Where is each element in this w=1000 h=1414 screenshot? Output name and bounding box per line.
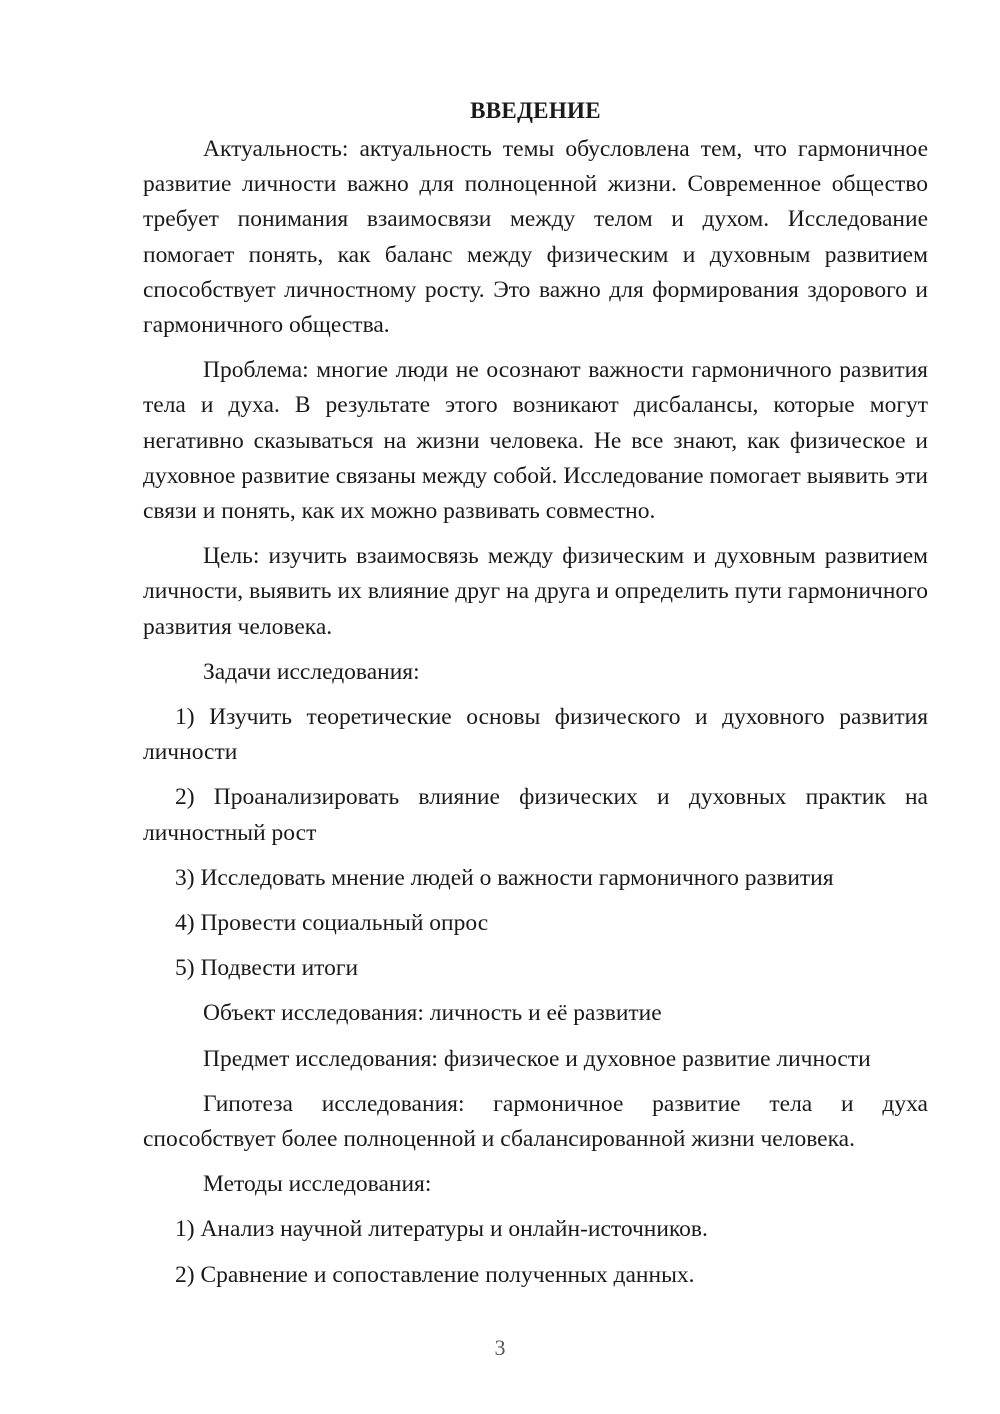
task-item-4: 4) Провести социальный опрос — [175, 910, 489, 937]
tasks-heading: Задачи исследования: — [203, 658, 420, 685]
research-subject: Предмет исследования: физическое и духовное развитие личности — [203, 1045, 871, 1072]
task-item-5: 5) Подвести итоги — [175, 955, 359, 982]
task-item-3: 3) Исследовать мнение людей о важности гармоничного развития — [175, 864, 834, 891]
page-number: 3 — [494, 1335, 506, 1360]
methods-heading: Методы исследования: — [203, 1171, 432, 1198]
hypothesis-paragraph: Гипотеза исследования: гармоничное развитие тела и духа способствует более полноценной и сбалансированной жизни человека. — [143, 1090, 928, 1153]
page-content — [143, 96, 928, 1303]
relevance-paragraph: Актуальность: актуальность темы обусловлена тем, что гармоничное развитие личности важно для полноценной жизни. Современное общество требует понимания взаимосвязи между телом и духом. Исследование помогает понять, как баланс между физическим и духовным развитием способствует личностному росту. Это важно для формирования здорового и гармоничного общества. — [143, 136, 928, 339]
task-item-1: 1) Изучить теоретические основы физического и духовного развития личности — [143, 704, 928, 766]
problem-paragraph: Проблема: многие люди не осознают важности гармоничного развития тела и духа. В результате этого возникают дисбалансы, которые могут негативно сказываться на жизни человека. Не все знают, как физическое и духовное развитие связаны между собой. Исследование помогает выявить эти связи и понять, как их можно развивать совместно. — [143, 357, 928, 525]
section-title: ВВЕДЕНИЕ — [470, 98, 601, 123]
method-item-1: 1) Анализ научной литературы и онлайн-источников. — [175, 1216, 708, 1243]
goal-paragraph: Цель: изучить взаимосвязь между физическим и духовным развитием личности, выявить их влияние друг на друга и определить пути гармоничного развития человека. — [143, 543, 928, 640]
research-object: Объект исследования: личность и её развитие — [203, 1000, 662, 1027]
method-item-2: 2) Сравнение и сопоставление полученных данных. — [175, 1261, 695, 1288]
task-item-2: 2) Проанализировать влияние физических и духовных практик на личностный рост — [143, 784, 928, 846]
